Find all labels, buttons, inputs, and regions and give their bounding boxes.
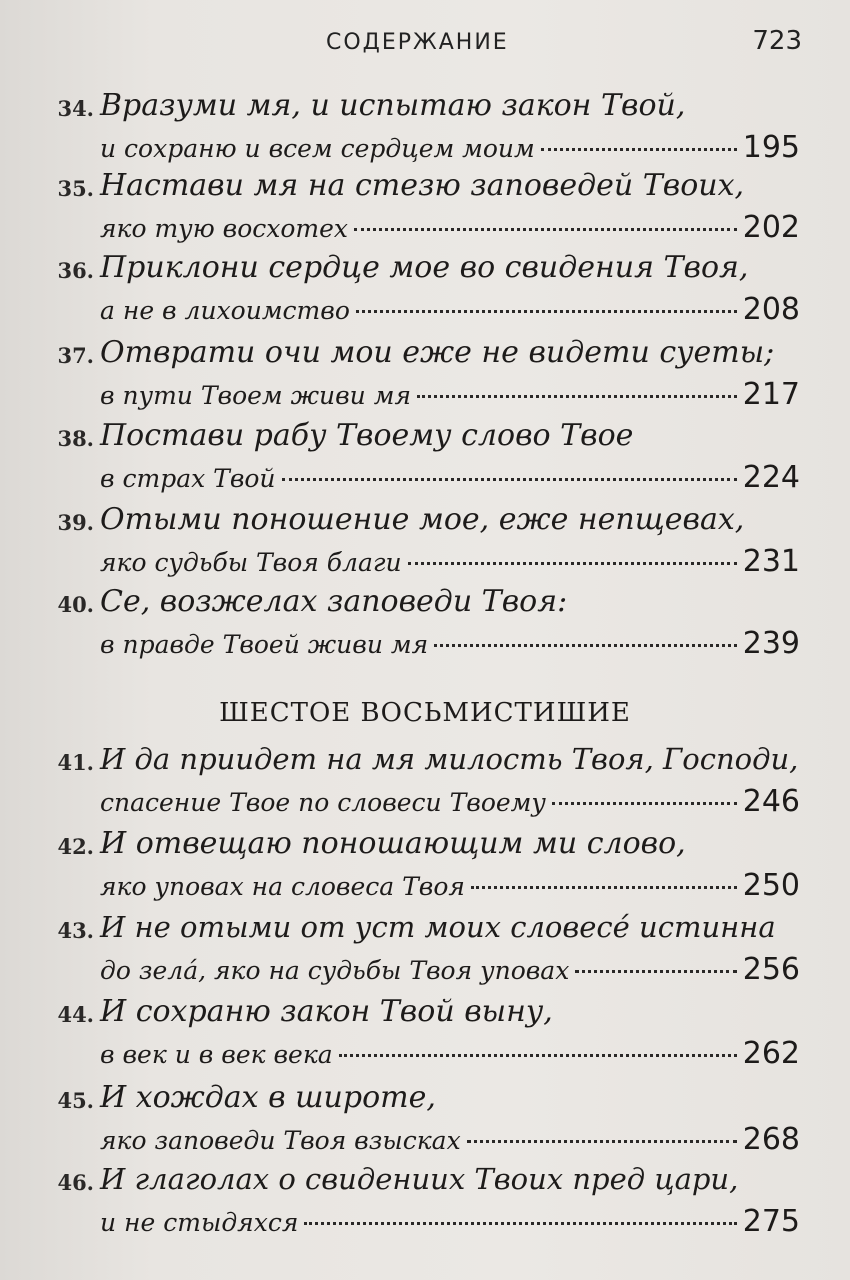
toc-entry [0,742,850,826]
entry-title-line2-row [100,1204,800,1239]
entry-title-line2: и не стыдяхся [100,1208,299,1237]
entry-title-line2: в страх Твой [100,464,276,493]
entry-title-line1: Постави рабу Твоему слово Твое [100,418,634,453]
entry-page: 202 [742,210,800,245]
toc-entry [0,418,850,502]
entry-number: 46. [57,1170,94,1195]
dot-leader [304,1222,736,1225]
entry-title-line1: И глаголах о свидениих Твоих пред цари, [100,1162,739,1196]
dot-leader [356,310,737,313]
entry-number: 41. [57,750,94,775]
entry-page: 224 [742,460,800,495]
dot-leader [354,228,737,231]
toc-entry [0,1080,850,1164]
entry-title-line2-row [100,210,800,245]
entry-title-line2-row [100,460,800,495]
entry-title-line2-row [100,626,800,661]
entry-page: 217 [742,377,800,412]
entry-number: 39. [57,510,94,535]
entry-number: 36. [57,258,94,283]
entry-title-line1: И хождах в широте, [100,1080,436,1115]
page-header [0,24,850,60]
dot-leader [408,562,737,565]
entry-title-line2: спасение Твое по словеси Твоему [100,788,546,817]
entry-title-line2-row [100,1122,800,1157]
entry-title-line2: а не в лихоимство [100,296,350,325]
toc-entry [0,826,850,910]
entry-title-line1: Отврати очи мои еже не видети суеты; [100,335,775,370]
dot-leader [471,886,737,889]
entry-title-line2-row [100,868,800,903]
entry-title-line2: яко заповеди Твоя взысках [100,1126,461,1155]
dot-leader [552,802,737,805]
entry-title-line1: И отвещаю поношающим ми слово, [100,826,686,861]
running-title: СОДЕРЖАНИЕ [326,30,509,55]
toc-entry [0,910,850,994]
dot-leader [541,148,737,151]
entry-title-line1: Отыми поношение мое, еже непщевах, [100,502,745,537]
entry-title-line2-row [100,544,800,579]
entry-page: 208 [742,292,800,327]
entry-title-line2: яко тую восхотех [100,214,348,243]
toc-entry [0,502,850,586]
entry-title-line2: яко уповах на словеса Твоя [100,872,465,901]
dot-leader [434,644,737,647]
entry-page: 275 [742,1204,800,1239]
entry-number: 42. [57,834,94,859]
entry-page: 246 [742,784,800,819]
entry-title-line1: Се, возжелах заповеди Твоя: [100,584,568,619]
entry-number: 34. [57,96,94,121]
entry-number: 35. [57,176,94,201]
entry-number: 37. [57,343,94,368]
toc-entry [0,1162,850,1246]
entry-page: 239 [742,626,800,661]
toc-entry [0,994,850,1078]
entry-number: 38. [57,426,94,451]
entry-number: 44. [57,1002,94,1027]
toc-entry [0,88,850,172]
entry-title-line2-row [100,784,800,819]
page-number: 723 [752,26,802,56]
entry-title-line2-row [100,1036,800,1071]
entry-title-line2: в век и в век века [100,1040,333,1069]
entry-title-line2: в пути Твоем живи мя [100,381,411,410]
entry-title-line2-row [100,952,800,987]
toc-entry [0,168,850,252]
entry-page: 231 [742,544,800,579]
entry-page: 262 [742,1036,800,1071]
toc-entry [0,335,850,419]
entry-title-line2-row [100,377,800,412]
entry-title-line2-row [100,130,800,165]
entry-title-line1: Настави мя на стезю заповедей Твоих, [100,168,745,203]
section-heading: ШЕСТОЕ ВОСЬМИСТИШИЕ [219,698,631,728]
entry-title-line2: яко судьбы Твоя благи [100,548,402,577]
entry-page: 256 [742,952,800,987]
entry-title-line2: и сохраню и всем сердцем моим [100,134,535,163]
entry-title-line2-row [100,292,800,327]
entry-title-line1: Приклони сердце мое во свидения Твоя, [100,250,749,285]
entry-title-line2: до зелá, яко на судьбы Твоя уповах [100,956,570,985]
entry-title-line1: Вразуми мя, и испытаю закон Твой, [100,88,686,123]
entry-page: 195 [742,130,800,165]
toc-entry [0,250,850,334]
dot-leader [575,970,736,973]
entry-number: 43. [57,918,94,943]
entry-page: 250 [742,868,800,903]
entry-title-line1: И не отыми от уст моих словесé истинна [100,910,776,944]
dot-leader [282,478,737,481]
entry-title-line1: И сохраню закон Твой выну, [100,994,553,1029]
dot-leader [467,1140,737,1143]
entry-title-line2: в правде Твоей живи мя [100,630,429,659]
dot-leader [417,395,737,398]
dot-leader [339,1054,737,1057]
entry-number: 45. [57,1088,94,1113]
entry-page: 268 [742,1122,800,1157]
entry-number: 40. [57,592,94,617]
toc-entry [0,584,850,668]
entry-title-line1: И да приидет на мя милость Твоя, Господи, [100,742,799,776]
